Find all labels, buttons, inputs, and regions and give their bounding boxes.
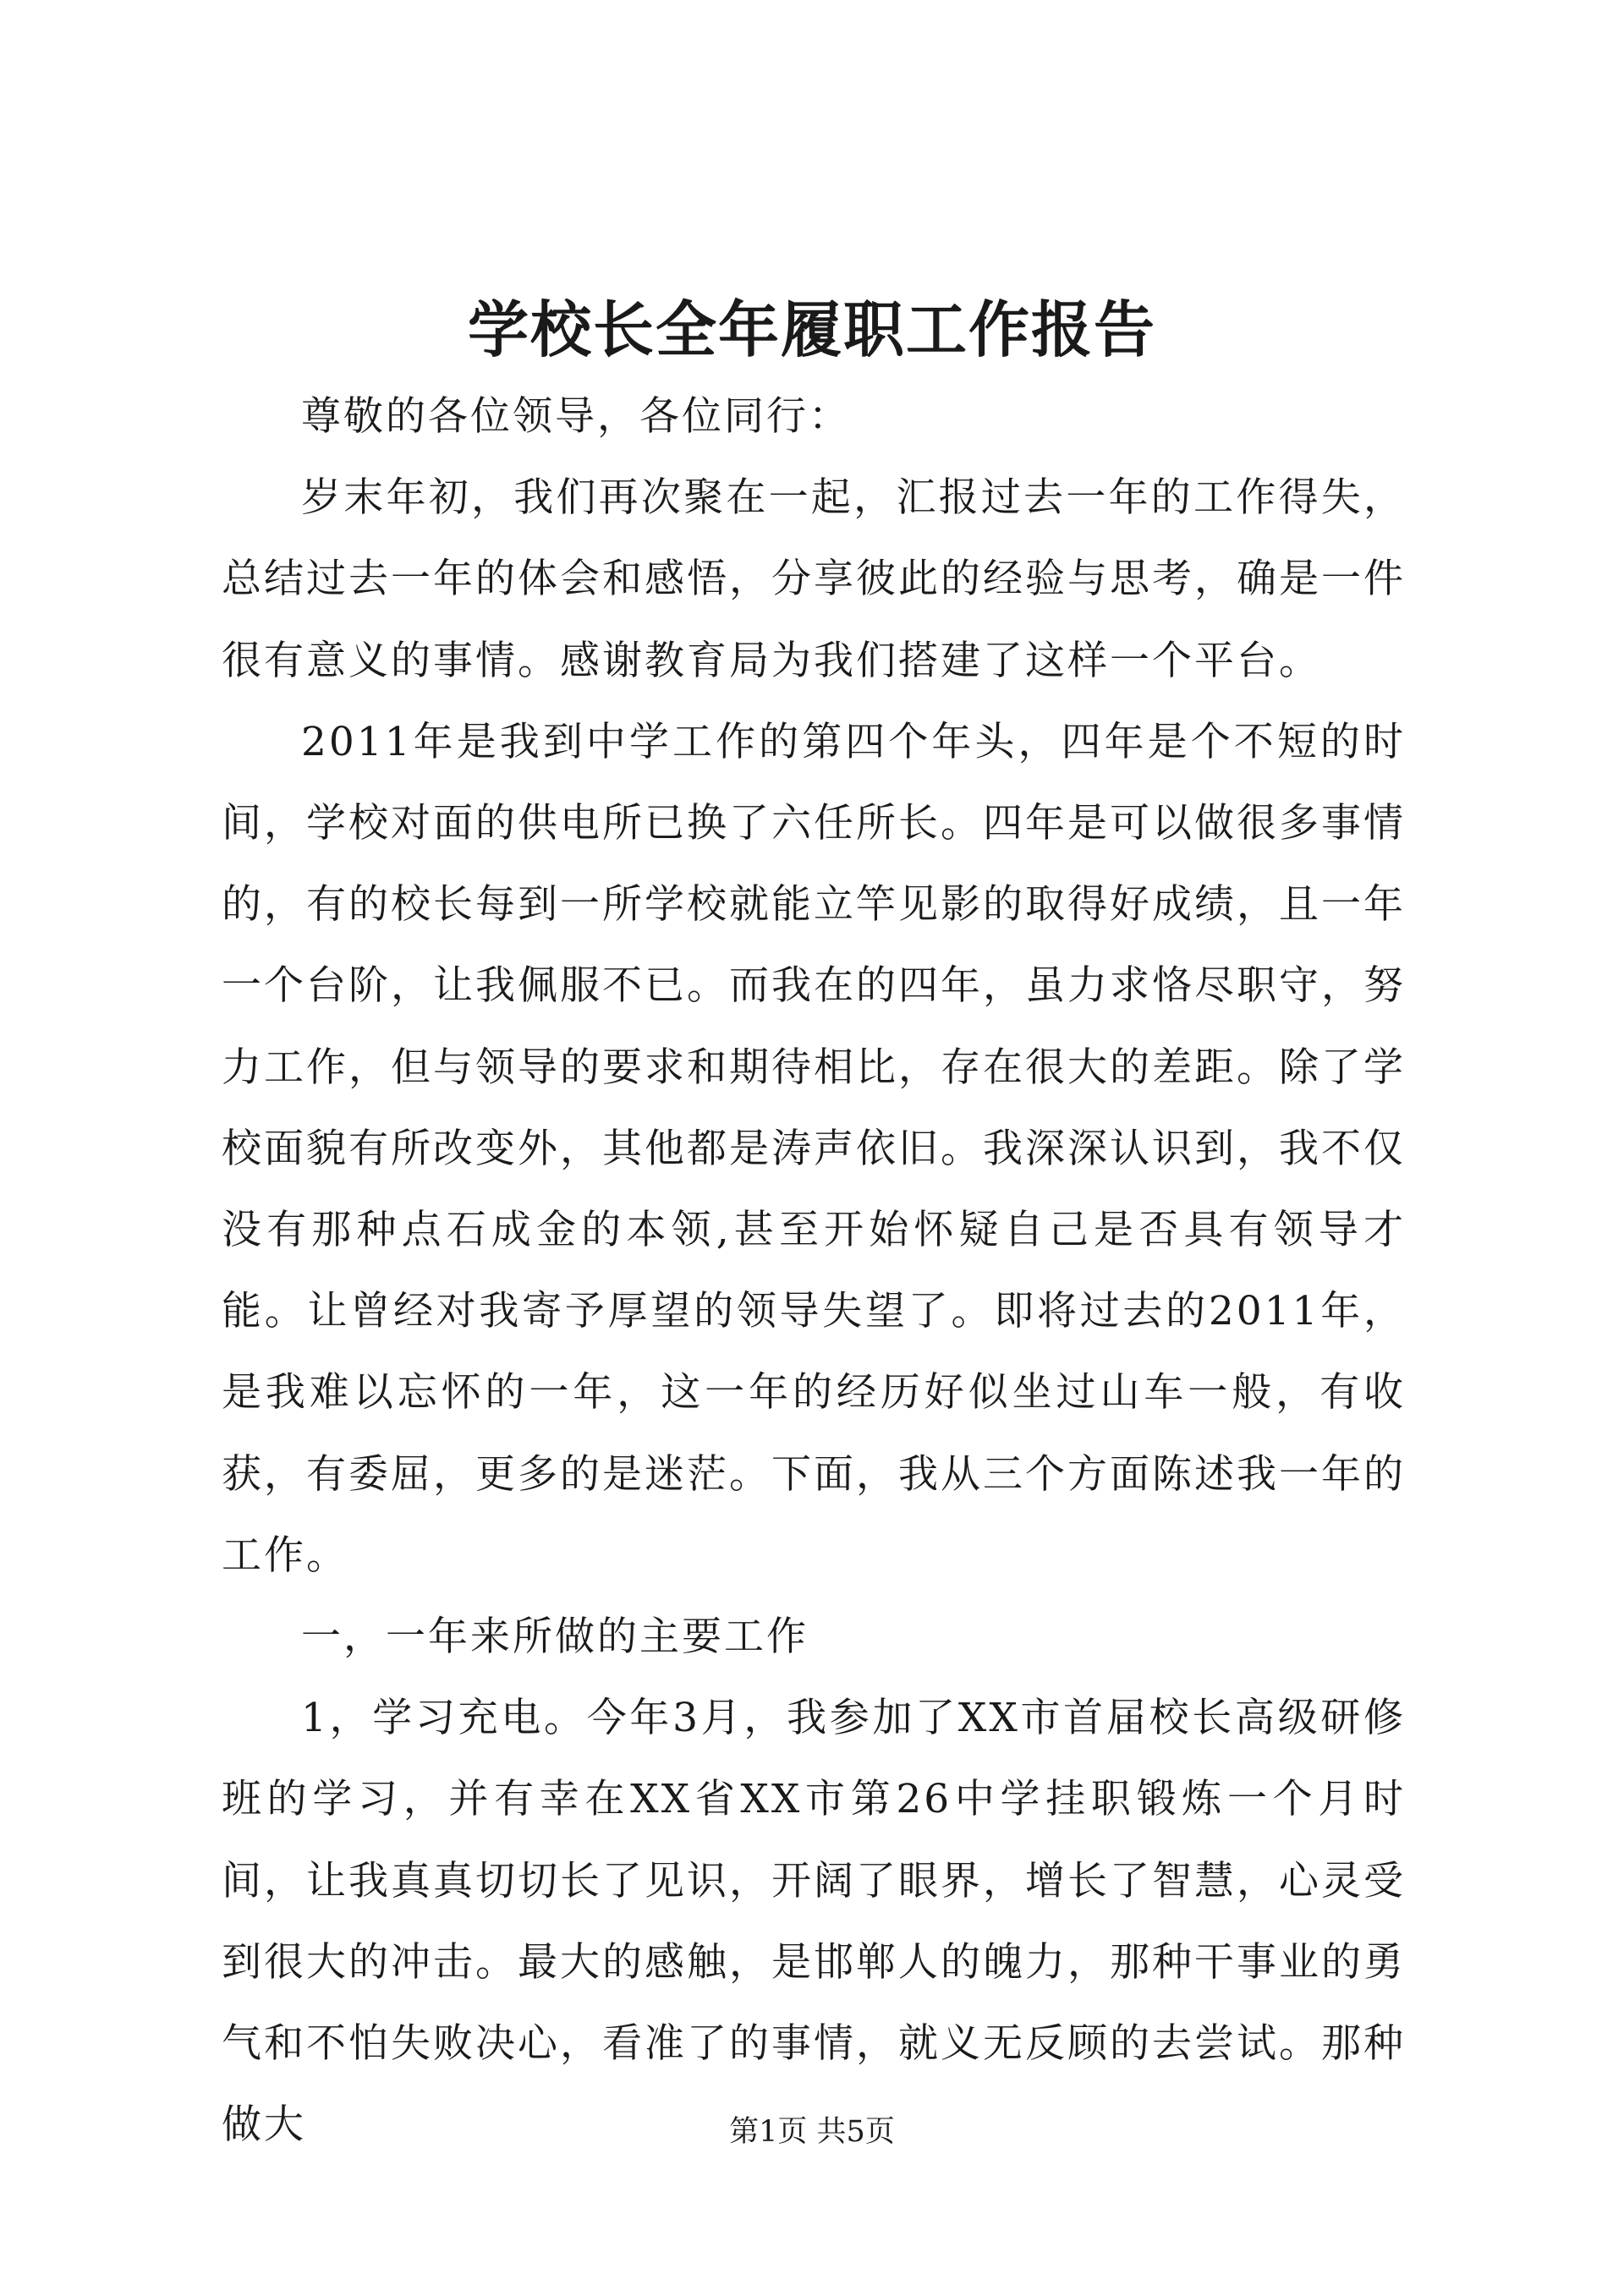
intro-paragraph: 岁末年初，我们再次聚在一起，汇报过去一年的工作得失，总结过去一年的体会和感悟，分享彼此的经验与思考，确是一件很有意义的事情。感谢教育局为我们搭建了这样一个平台。: [222, 474, 1406, 684]
study-paragraph: 1，学习充电。今年3月，我参加了XX市首届校长高级研修班的学习，并有幸在XX省XX市第26中学挂职锻炼一个月时间，让我真真切切长了见识，开阔了眼界，增长了智慧，心灵受到很大的冲击。最大的感触，是邯郸人的魄力，那种干事业的勇气和不怕失败决心，看准了的事情，就义无反顾的去尝试。那种做大: [222, 1695, 1406, 2149]
salutation-paragraph: 尊敬的各位领导，各位同行：: [301, 393, 851, 440]
document-title: 学校长全年履职工作报告: [467, 293, 1156, 365]
document-body: [222, 376, 1406, 2166]
section-heading: 一，一年来所做的主要工作: [301, 1614, 809, 1661]
page-number-footer: 第1页 共5页: [729, 2115, 895, 2149]
review-paragraph: 2011年是我到中学工作的第四个年头，四年是个不短的时间，学校对面的供电所已换了六任所长。四年是可以做很多事情的，有的校长每到一所学校就能立竿见影的取得好成绩，且一年一个台阶，让我佩服不已。而我在的四年，虽力求恪尽职守，努力工作，但与领导的要求和期待相比，存在很大的差距。除了学校面貌有所改变外，其他都是涛声依旧。我深深认识到，我不仅没有那种点石成金的本领,甚至开始怀疑自己是否具有领导才能。让曾经对我寄予厚望的领导失望了。即将过去的2011年，是我难以忘怀的一年，这一年的经历好似坐过山车一般，有收获，有委屈，更多的是迷茫。下面，我从三个方面陈述我一年的工作。: [222, 718, 1406, 1579]
